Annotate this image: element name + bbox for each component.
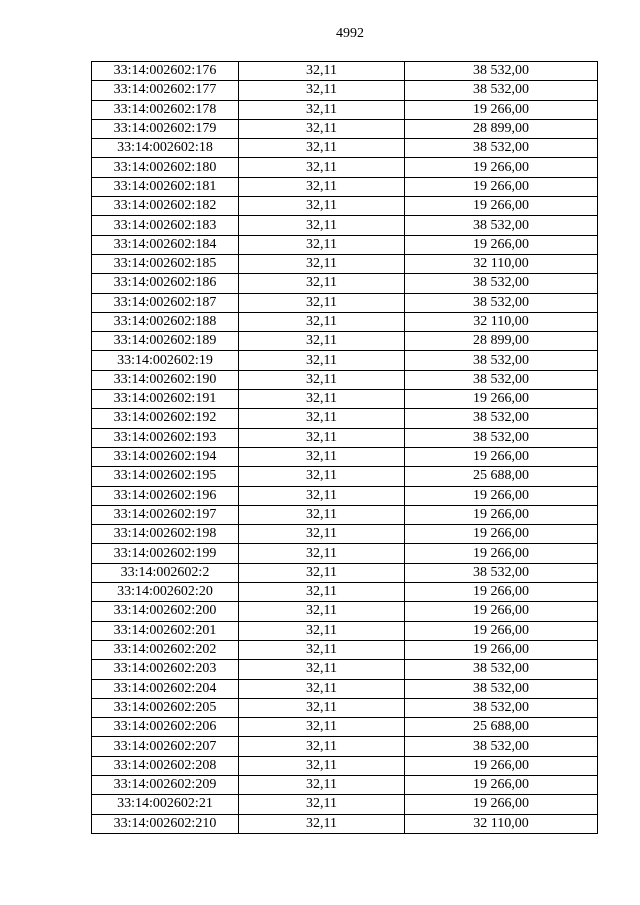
value-cell: 19 266,00 (405, 447, 598, 466)
area-cell: 32,11 (239, 254, 405, 273)
value-cell: 32 110,00 (405, 814, 598, 833)
value-cell: 25 688,00 (405, 467, 598, 486)
area-cell: 32,11 (239, 139, 405, 158)
table-row (92, 390, 598, 409)
cadastral-number-cell: 33:14:002602:199 (92, 544, 239, 563)
page-number: 4992 (336, 26, 364, 41)
table-row (92, 640, 598, 659)
table-row (92, 254, 598, 273)
area-cell: 32,11 (239, 640, 405, 659)
area-cell: 32,11 (239, 390, 405, 409)
cadastral-number-cell: 33:14:002602:190 (92, 370, 239, 389)
table-row (92, 563, 598, 582)
area-cell: 32,11 (239, 718, 405, 737)
cadastral-number-cell: 33:14:002602:21 (92, 795, 239, 814)
value-cell: 38 532,00 (405, 660, 598, 679)
table-row (92, 525, 598, 544)
area-cell: 32,11 (239, 795, 405, 814)
value-cell: 38 532,00 (405, 698, 598, 717)
cadastral-number-cell: 33:14:002602:184 (92, 235, 239, 254)
table-row (92, 486, 598, 505)
cadastral-number-cell: 33:14:002602:204 (92, 679, 239, 698)
value-cell: 19 266,00 (405, 583, 598, 602)
value-cell: 38 532,00 (405, 139, 598, 158)
table-row (92, 119, 598, 138)
area-cell: 32,11 (239, 775, 405, 794)
table-body (92, 62, 598, 834)
value-cell: 38 532,00 (405, 370, 598, 389)
value-cell: 38 532,00 (405, 274, 598, 293)
table-row (92, 660, 598, 679)
table-row (92, 81, 598, 100)
area-cell: 32,11 (239, 486, 405, 505)
value-cell: 38 532,00 (405, 62, 598, 81)
table-row (92, 583, 598, 602)
area-cell: 32,11 (239, 293, 405, 312)
cadastral-number-cell: 33:14:002602:183 (92, 216, 239, 235)
value-cell: 38 532,00 (405, 351, 598, 370)
table-row (92, 505, 598, 524)
value-cell: 19 266,00 (405, 235, 598, 254)
area-cell: 32,11 (239, 370, 405, 389)
area-cell: 32,11 (239, 428, 405, 447)
cadastral-number-cell: 33:14:002602:209 (92, 775, 239, 794)
value-cell: 32 110,00 (405, 312, 598, 331)
area-cell: 32,11 (239, 602, 405, 621)
cadastre-table (91, 61, 598, 834)
area-cell: 32,11 (239, 525, 405, 544)
area-cell: 32,11 (239, 660, 405, 679)
table-row (92, 100, 598, 119)
value-cell: 38 532,00 (405, 293, 598, 312)
area-cell: 32,11 (239, 621, 405, 640)
cadastral-number-cell: 33:14:002602:200 (92, 602, 239, 621)
area-cell: 32,11 (239, 814, 405, 833)
value-cell: 38 532,00 (405, 679, 598, 698)
cadastral-number-cell: 33:14:002602:201 (92, 621, 239, 640)
value-cell: 19 266,00 (405, 100, 598, 119)
table-row (92, 775, 598, 794)
table-row (92, 467, 598, 486)
area-cell: 32,11 (239, 409, 405, 428)
area-cell: 32,11 (239, 563, 405, 582)
area-cell: 32,11 (239, 467, 405, 486)
value-cell: 28 899,00 (405, 332, 598, 351)
value-cell: 38 532,00 (405, 81, 598, 100)
cadastral-number-cell: 33:14:002602:187 (92, 293, 239, 312)
area-cell: 32,11 (239, 312, 405, 331)
value-cell: 28 899,00 (405, 119, 598, 138)
area-cell: 32,11 (239, 756, 405, 775)
area-cell: 32,11 (239, 698, 405, 717)
table-row (92, 409, 598, 428)
value-cell: 19 266,00 (405, 525, 598, 544)
value-cell: 32 110,00 (405, 254, 598, 273)
value-cell: 19 266,00 (405, 756, 598, 775)
area-cell: 32,11 (239, 332, 405, 351)
table-row (92, 814, 598, 833)
cadastral-number-cell: 33:14:002602:202 (92, 640, 239, 659)
cadastral-number-cell: 33:14:002602:192 (92, 409, 239, 428)
value-cell: 38 532,00 (405, 409, 598, 428)
area-cell: 32,11 (239, 81, 405, 100)
cadastral-number-cell: 33:14:002602:19 (92, 351, 239, 370)
area-cell: 32,11 (239, 544, 405, 563)
table-row (92, 216, 598, 235)
table-row (92, 351, 598, 370)
value-cell: 19 266,00 (405, 197, 598, 216)
area-cell: 32,11 (239, 216, 405, 235)
table-row (92, 428, 598, 447)
table-row (92, 737, 598, 756)
area-cell: 32,11 (239, 737, 405, 756)
cadastral-number-cell: 33:14:002602:186 (92, 274, 239, 293)
value-cell: 19 266,00 (405, 621, 598, 640)
cadastral-number-cell: 33:14:002602:176 (92, 62, 239, 81)
value-cell: 19 266,00 (405, 505, 598, 524)
cadastral-number-cell: 33:14:002602:203 (92, 660, 239, 679)
table-row (92, 62, 598, 81)
table-row (92, 621, 598, 640)
table-row (92, 544, 598, 563)
value-cell: 19 266,00 (405, 390, 598, 409)
area-cell: 32,11 (239, 447, 405, 466)
value-cell: 38 532,00 (405, 428, 598, 447)
cadastral-number-cell: 33:14:002602:205 (92, 698, 239, 717)
table-row (92, 332, 598, 351)
cadastral-number-cell: 33:14:002602:207 (92, 737, 239, 756)
table-row (92, 698, 598, 717)
area-cell: 32,11 (239, 274, 405, 293)
table-row (92, 756, 598, 775)
area-cell: 32,11 (239, 62, 405, 81)
cadastral-number-cell: 33:14:002602:193 (92, 428, 239, 447)
cadastral-number-cell: 33:14:002602:208 (92, 756, 239, 775)
table-row (92, 795, 598, 814)
cadastral-number-cell: 33:14:002602:18 (92, 139, 239, 158)
table-row (92, 293, 598, 312)
cadastral-number-cell: 33:14:002602:2 (92, 563, 239, 582)
cadastral-number-cell: 33:14:002602:20 (92, 583, 239, 602)
cadastral-number-cell: 33:14:002602:180 (92, 158, 239, 177)
cadastral-number-cell: 33:14:002602:189 (92, 332, 239, 351)
cadastral-number-cell: 33:14:002602:182 (92, 197, 239, 216)
area-cell: 32,11 (239, 100, 405, 119)
cadastral-number-cell: 33:14:002602:206 (92, 718, 239, 737)
cadastral-number-cell: 33:14:002602:210 (92, 814, 239, 833)
value-cell: 19 266,00 (405, 640, 598, 659)
area-cell: 32,11 (239, 119, 405, 138)
table-row (92, 197, 598, 216)
value-cell: 19 266,00 (405, 544, 598, 563)
cadastral-number-cell: 33:14:002602:191 (92, 390, 239, 409)
cadastral-number-cell: 33:14:002602:178 (92, 100, 239, 119)
area-cell: 32,11 (239, 158, 405, 177)
cadastral-number-cell: 33:14:002602:181 (92, 177, 239, 196)
cadastral-number-cell: 33:14:002602:188 (92, 312, 239, 331)
cadastral-number-cell: 33:14:002602:195 (92, 467, 239, 486)
value-cell: 19 266,00 (405, 177, 598, 196)
value-cell: 19 266,00 (405, 775, 598, 794)
value-cell: 19 266,00 (405, 158, 598, 177)
area-cell: 32,11 (239, 583, 405, 602)
area-cell: 32,11 (239, 351, 405, 370)
cadastral-number-cell: 33:14:002602:185 (92, 254, 239, 273)
table-row (92, 274, 598, 293)
area-cell: 32,11 (239, 505, 405, 524)
table-row (92, 370, 598, 389)
value-cell: 19 266,00 (405, 795, 598, 814)
area-cell: 32,11 (239, 177, 405, 196)
value-cell: 25 688,00 (405, 718, 598, 737)
table-row (92, 158, 598, 177)
table-row (92, 718, 598, 737)
table-row (92, 679, 598, 698)
value-cell: 19 266,00 (405, 486, 598, 505)
table-row (92, 602, 598, 621)
area-cell: 32,11 (239, 679, 405, 698)
table-row (92, 177, 598, 196)
value-cell: 38 532,00 (405, 563, 598, 582)
cadastral-number-cell: 33:14:002602:194 (92, 447, 239, 466)
cadastral-number-cell: 33:14:002602:179 (92, 119, 239, 138)
value-cell: 19 266,00 (405, 602, 598, 621)
table-row (92, 139, 598, 158)
value-cell: 38 532,00 (405, 216, 598, 235)
area-cell: 32,11 (239, 197, 405, 216)
cadastral-number-cell: 33:14:002602:198 (92, 525, 239, 544)
cadastral-number-cell: 33:14:002602:177 (92, 81, 239, 100)
cadastral-number-cell: 33:14:002602:197 (92, 505, 239, 524)
table-row (92, 447, 598, 466)
table-row (92, 312, 598, 331)
area-cell: 32,11 (239, 235, 405, 254)
cadastral-number-cell: 33:14:002602:196 (92, 486, 239, 505)
table-row (92, 235, 598, 254)
value-cell: 38 532,00 (405, 737, 598, 756)
